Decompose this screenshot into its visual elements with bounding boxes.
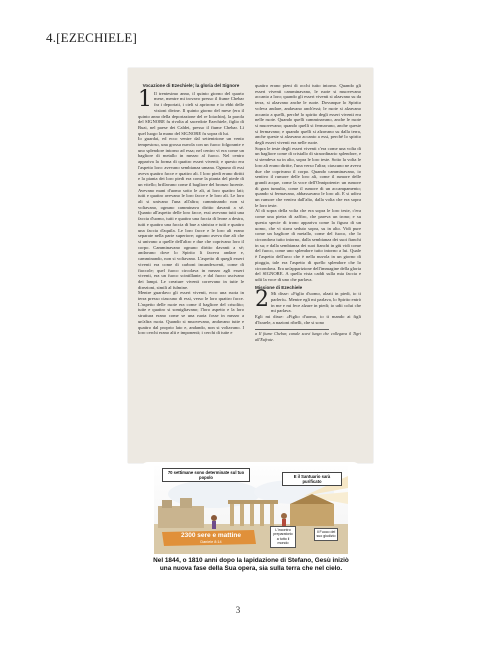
page-number: 3 [235,605,241,615]
paragraph: Il trentesimo anno, il quinto giorno del quarto mese, mentre mi trovavo presso il fiume Chebar fra i deportati, i cieli si aprirono e io ebbi delle visioni divine. Il quinto giorno del mese (era il quinto anno della deportazione del re Ioiachin), la parola del SIGNORE fu rivolta al sacerdote Ezechiele, figlio di Buzi, nel paese dei Caldei, presso il fiume Chebar. Lì quel luogo la mano del SIGNORE fu sopra di lui. [138,90,244,136]
scanned-bible-page [128,68,373,463]
paragraph: Mentre guardavo gli esseri viventi, ecco una ruota in terra presso ciascuno di essi, verso le loro quattro facce. L'aspetto delle ruote era come il bagliore del crisolito; tutte e quattro si somigliavano; l'loro aspetto e la loro struttura erano come se una ruota fosse in mezzo a un'altra ruota. Quando si muovevano, andavano tutte e quattro dal proprio lato e, andando, non si voltavano. I loro cerchi erano alti e imponenti; i cerchi di tutte e [138,290,244,336]
tag-preparatory: L'incontro preparatorio a tutto il mondo [270,526,296,548]
text-column-right [255,83,361,455]
illustration-card [140,462,361,592]
caption-right: E il Santuario sarà purificato [282,472,342,486]
paragraph: Egli mi disse: «Figlio d'uomo, io ti mando ai figli d'Israele, a nazioni ribelli, che si sono [255,314,361,325]
paragraph: Al di sopra della volta che era sopra le loro teste, c'era come una pietra di zaffiro, che pareva un trono; e su questa specie di trono appariva come la figura di un uomo, che vi stava seduto sopra, su in alto. Vidi pure come un bagliore di metallo, come del fuoco, che lo circondava tutto intorno, dalla sembianza dei suoi fianchi in su; e dalla sembianza dei suoi fianchi in giù vidi come del fuoco, come uno splendore tutto intorno a lui. Quale è l'aspetto dell'arco che è nella nuvola in un giorno di pioggia, tale era l'aspetto di quello splendore che lo circondava. Era un'apparizione dell'immagine della gloria del SIGNORE. A quella vista caddi sulla mia faccia e udii la voce di uno che parlava. [255,208,361,282]
paragraph: Io guardai, ed ecco venire dal settentrione un vento tempestoso, una grossa nuvola con un fuoco folgorante e uno splendore intorno ad essa; nel centro vi era come un bagliore di metallo in mezzo al fuoco. Nel centro appariva la forma di quattro esseri viventi; e questo era l'aspetto loro: avevano sembianza umana. Ognuno di essi aveva quattro facce e quattro ali. I loro piedi erano diritti e la pianta dei loro piedi era come la pianta del piede di un vitello; brillavano come il bagliore del bronzo lucente. Avevano mani d'uomo sotto le ali, ai loro quattro lati; tutti e quattro avevano le loro facce e le loro ali. Le loro ali si univano l'una all'altra; camminando non si voltavano, ognuno camminava diritto davanti a sé. Quanto all'aspetto delle loro facce, essi avevano tutti una faccia d'uomo, tutti e quattro una faccia di leone a destra, tutti e quattro una faccia di bue a sinistra e tutti e quattro una faccia d'aquila. Le loro facce e le loro ali erano separate nella parte superiore; ognuno aveva due ali che si univano a quelle dell'altro e due che coprivano loro il corpo. Camminavano ognuno diritto davanti a sé; andavano dove lo Spirito li faceva andare e, camminando, non si voltavano. L'aspetto di quegli esseri viventi era come di carboni incandescenti, come di fiaccole; quel fuoco circolava in mezzo agli esseri viventi, era un fuoco scintillante, e dal fuoco uscivano dei lampi. Le creature viventi correvano in tutte le direzioni, simili al fulmine. [138,136,244,290]
page-title: 4.[EZECHIELE] [46,30,138,45]
chapter-number: 1 [138,86,152,112]
scene-label: 2300 sere e mattine [181,532,241,539]
caption-left: 70 settimane sono determinate sul tuo popolo [162,468,250,482]
card-caption: Nel 1844, o 1810 anni dopo la lapidazione di Stefano, Gesù iniziò una nuova fase della Sua opera, sia sulla terra che nel cielo. [153,557,349,572]
section-title: Missione di Ezechiele [255,284,303,290]
footnote: a Il fiume Chebar, canale scavi lungo che collegava il Tigri all'Eufrate. [255,331,361,342]
paragraph: quattro erano pieni di occhi tutto intorno. Quando gli esseri viventi camminavano, le ruote si muovevano accanto a loro; quando gli esseri viventi si alzavano su da terra, si alzavano anche le ruote. Dovunque lo Spirito voleva andare, andavano anch'essi; le ruote si alzavano accanto a quelli, perché lo spirito degli esseri viventi era nelle ruote. Quando quelli camminavano, anche le ruote si muovevano; quando quelli si fermavano, anche queste si fermavano; e quando quelli si alzavano su dalla terra, anche queste si alzavano accanto a essi, perché lo spirito degli esseri viventi era nelle ruote. [255,83,361,146]
footnote-divider [255,329,329,330]
section-title: Vocazione di Ezechiele; la gloria del Signore [142,83,240,88]
chapter-number: 2 [255,287,269,313]
tag-fire: Il Fuoco del suo giudizio [314,528,338,541]
paragraph: Sopra le teste degli esseri viventi c'era come una volta di un bagliore come di cristallo di straordinario splendore, e si stendeva su in alto, sopra le loro teste. Sotto la volta le loro ali erano diritte, l'una verso l'altra; ciascuno ne aveva due che coprivano il corpo. Quando camminavano, io sentivo il rumore delle loro ali, come il rumore delle grandi acque, come la voce dell'Onnipotente: un rumore di gran tumulto, come il rumore di un accampamento; quando si fermavano, abbassavano le loro ali. E si udiva un rumore che veniva dall'alto, dalla volta che era sopra le loro teste. [255,145,361,208]
text-column-left [138,83,244,455]
temple-scene-illustration [154,466,348,554]
scene-reference: Daniele 8:14 [200,540,222,544]
paragraph: Mi disse: «Figlio d'uomo, alzati in piedi, io ti parlerò». Mentre egli mi parlava, lo Spirito entrò in me e mi fece alzare in piedi; io udii colui che mi parlava. [271,291,361,314]
